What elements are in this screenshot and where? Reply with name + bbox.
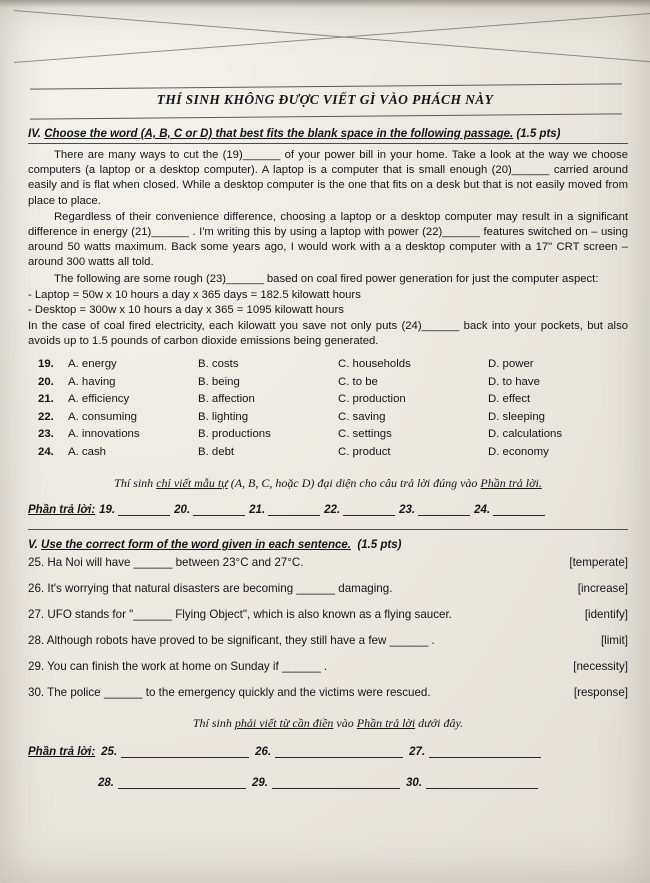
option-c[interactable]: C. settings [338, 428, 392, 441]
section-4-bullet-laptop: - Laptop = 50w x 10 hours a day x 365 days = 182.5 kilowatt hours [28, 288, 361, 301]
option-c[interactable]: C. saving [338, 410, 386, 423]
answer-number: 23. [399, 504, 416, 517]
option-a[interactable]: A. having [68, 375, 116, 388]
item-text: Although robots have proved to be significant, they still have a few ______ . [46, 634, 435, 648]
answer-number: 28. [98, 777, 114, 790]
question-number: 24. [38, 445, 54, 458]
item-number: 30. [28, 686, 45, 700]
instruction-pre: Thí sinh [192, 716, 235, 731]
item-number: 28. [28, 634, 45, 648]
option-b[interactable]: B. being [198, 375, 240, 388]
option-a[interactable]: A. consuming [68, 410, 138, 423]
option-c[interactable]: C. product [338, 445, 391, 458]
item-number: 29. [28, 660, 45, 674]
answer-number: 27. [409, 746, 426, 759]
section-4-paragraph-2: Regardless of their convenience difference, choosing a laptop or a desktop computer may result in a significant difference in energy (21)______ . I'm writing this by using a laptop with power (22)______ features switched on – using around 50 watts maximum. Back some years ago, I would work with a a desktop computer with a 17" CRT screen – around 300 watts all told. [28, 210, 628, 269]
crossout-line-2 [14, 13, 650, 63]
answer-blank[interactable] [418, 503, 470, 516]
answer-row-1 [28, 745, 628, 758]
page-header-title: THÍ SINH KHÔNG ĐƯỢC VIẾT GÌ VÀO PHÁCH NÀY [156, 92, 494, 107]
answer-slot-22[interactable] [324, 503, 395, 516]
word-cue: [identify] [584, 608, 628, 622]
option-c[interactable]: C. households [338, 358, 411, 371]
page-top-shadow [0, 0, 650, 8]
section-4-underline [28, 143, 628, 144]
instruction-mid: vào [333, 716, 357, 731]
option-c[interactable]: C. to be [338, 375, 378, 388]
option-d[interactable]: D. sleeping [488, 410, 545, 423]
section-divider [28, 529, 628, 530]
section-5-heading [28, 539, 628, 551]
option-d[interactable]: D. calculations [488, 428, 563, 441]
sentence-item [28, 685, 628, 700]
header-rule-top [30, 83, 622, 89]
option-b[interactable]: B. lighting [198, 410, 249, 423]
answer-number: 21. [249, 504, 266, 517]
section-5-title: Use the correct form of the word given in each sentence. [41, 539, 351, 552]
question-number: 19. [38, 358, 54, 371]
answer-number: 29. [252, 777, 268, 790]
answer-blank[interactable] [193, 503, 245, 516]
exam-content [28, 128, 628, 807]
option-b[interactable]: B. costs [198, 358, 239, 371]
option-d[interactable]: D. economy [488, 445, 549, 458]
answer-slot-28[interactable] [98, 776, 246, 789]
sentence-item [28, 607, 628, 622]
answer-slot-29[interactable] [252, 776, 400, 789]
word-cue: [temperate] [569, 556, 628, 570]
question-number: 22. [38, 410, 54, 423]
question-number: 20. [38, 375, 54, 388]
option-b[interactable]: B. productions [198, 428, 271, 441]
answer-number: 22. [324, 504, 341, 517]
sentence-item [28, 659, 628, 674]
answer-blank[interactable] [426, 776, 538, 789]
option-d[interactable]: D. to have [488, 375, 540, 388]
option-b[interactable]: B. debt [198, 445, 235, 458]
answer-row-2 [28, 776, 628, 789]
section-4-points: (1.5 pts) [516, 128, 561, 140]
answer-number: 19. [99, 504, 116, 517]
option-row [28, 356, 628, 374]
section-4-paragraph-1: There are many ways to cut the (19)______ of your power bill in your home. Take a look at the way we choose computers (a laptop or a desktop computer). A laptop is a computer that is small enough (20)______ carried around easily and is flat when closed. While a desktop computer is the one that fits on a desk but that is not easily moved from place to place. [28, 149, 628, 207]
answer-blank[interactable] [343, 503, 395, 516]
answer-label: Phần trả lời: [28, 504, 96, 517]
item-number: 26. [28, 582, 45, 596]
instruction-emphasis-2: Phần trả lời. [480, 476, 542, 491]
item-number: 25. [28, 556, 45, 570]
answer-blank[interactable] [268, 503, 320, 516]
section-4-answer-row [28, 503, 628, 516]
instruction-emphasis-1: phải viết từ cần điền [234, 716, 334, 731]
word-cue: [limit] [600, 634, 628, 648]
option-row [28, 374, 628, 392]
section-5-number: V. [28, 539, 38, 552]
section-4-paragraph-3: The following are some rough (23)______ based on coal fired power generation for just the computer aspect: [54, 272, 599, 285]
answer-number: 20. [174, 504, 191, 517]
section-4-number: IV. [28, 128, 42, 140]
answer-blank[interactable] [272, 776, 400, 789]
item-text: The police ______ to the emergency quickly and the victims were rescued. [47, 686, 431, 700]
answer-label: Phần trả lời: [28, 746, 96, 759]
option-row [28, 409, 628, 427]
option-b[interactable]: B. affection [198, 393, 255, 406]
section-4-bullet-desktop: - Desktop = 300w x 10 hours a day x 365 = 1095 kilowatt hours [28, 304, 344, 317]
instruction-emphasis-1: chỉ viết mẫu tự [156, 476, 228, 491]
word-cue: [necessity] [573, 660, 628, 674]
option-d[interactable]: D. effect [488, 393, 531, 406]
option-row [28, 391, 628, 409]
section-4-options [28, 356, 628, 461]
option-row [28, 426, 628, 444]
section-5-points: (1.5 pts) [357, 539, 402, 552]
answer-slot-27[interactable] [409, 745, 541, 758]
answer-number: 26. [255, 746, 272, 759]
answer-slot-26[interactable] [255, 745, 403, 758]
answer-slot-19[interactable] [99, 503, 170, 516]
section-5-items [28, 555, 628, 700]
answer-slot-21[interactable] [249, 503, 320, 516]
word-cue: [response] [573, 686, 628, 700]
answer-slot-20[interactable] [174, 503, 245, 516]
word-cue: [increase] [577, 582, 628, 596]
question-number: 21. [38, 393, 54, 406]
instruction-post: dưới đây. [415, 716, 464, 731]
section-4-instruction [28, 475, 628, 491]
sentence-item [28, 633, 628, 648]
answer-blank[interactable] [118, 503, 170, 516]
item-text: You can finish the work at home on Sunday if ______ . [47, 660, 328, 674]
answer-blank[interactable] [118, 776, 246, 789]
header-rule-bottom [30, 113, 622, 119]
sentence-item [28, 581, 628, 596]
section-4-closing: In the case of coal fired electricity, each kilowatt you save not only puts (24)______ back into your pockets, but also avoids up to 1.5 pounds of carbon dioxide emissions being generated. [28, 319, 628, 347]
section-4-title: Choose the word (A, B, C or D) that best fits the blank space in the following passage. [44, 128, 514, 140]
sentence-item [28, 555, 628, 570]
answer-number: 25. [101, 746, 118, 759]
option-d[interactable]: D. power [488, 358, 534, 371]
instruction-emphasis-2: Phần trả lời [356, 716, 416, 731]
section-5-instruction [28, 716, 628, 731]
answer-blank[interactable] [121, 745, 249, 758]
instruction-mid: (A, B, C, hoặc D) đại diện cho câu trả lời đúng vào [227, 476, 481, 491]
answer-blank[interactable] [275, 745, 403, 758]
question-number: 23. [38, 428, 54, 441]
item-text: Ha Noi will have ______ between 23°C and 27°C. [47, 556, 304, 570]
instruction-pre: Thí sinh [114, 476, 157, 491]
item-text: UFO stands for "______ Flying Object", which is also known as a flying saucer. [47, 608, 452, 622]
section-4-heading [28, 128, 628, 140]
section-5-answer-area [28, 745, 628, 789]
answer-slot-25[interactable] [101, 745, 249, 758]
option-a[interactable]: A. energy [68, 358, 117, 371]
answer-number: 30. [406, 777, 422, 790]
answer-number: 24. [474, 504, 491, 517]
option-a[interactable]: A. innovations [68, 428, 140, 441]
item-text: It's worrying that natural disasters are becoming ______ damaging. [47, 582, 393, 596]
answer-slot-23[interactable] [399, 503, 470, 516]
answer-blank[interactable] [429, 745, 541, 758]
option-c[interactable]: C. production [338, 393, 406, 406]
answer-slot-30[interactable] [406, 776, 538, 789]
option-row [28, 444, 628, 462]
item-number: 27. [28, 608, 45, 622]
answer-slot-24[interactable] [474, 503, 545, 516]
option-a[interactable]: A. cash [68, 445, 106, 458]
option-a[interactable]: A. efficiency [68, 393, 130, 406]
answer-blank[interactable] [493, 503, 545, 516]
